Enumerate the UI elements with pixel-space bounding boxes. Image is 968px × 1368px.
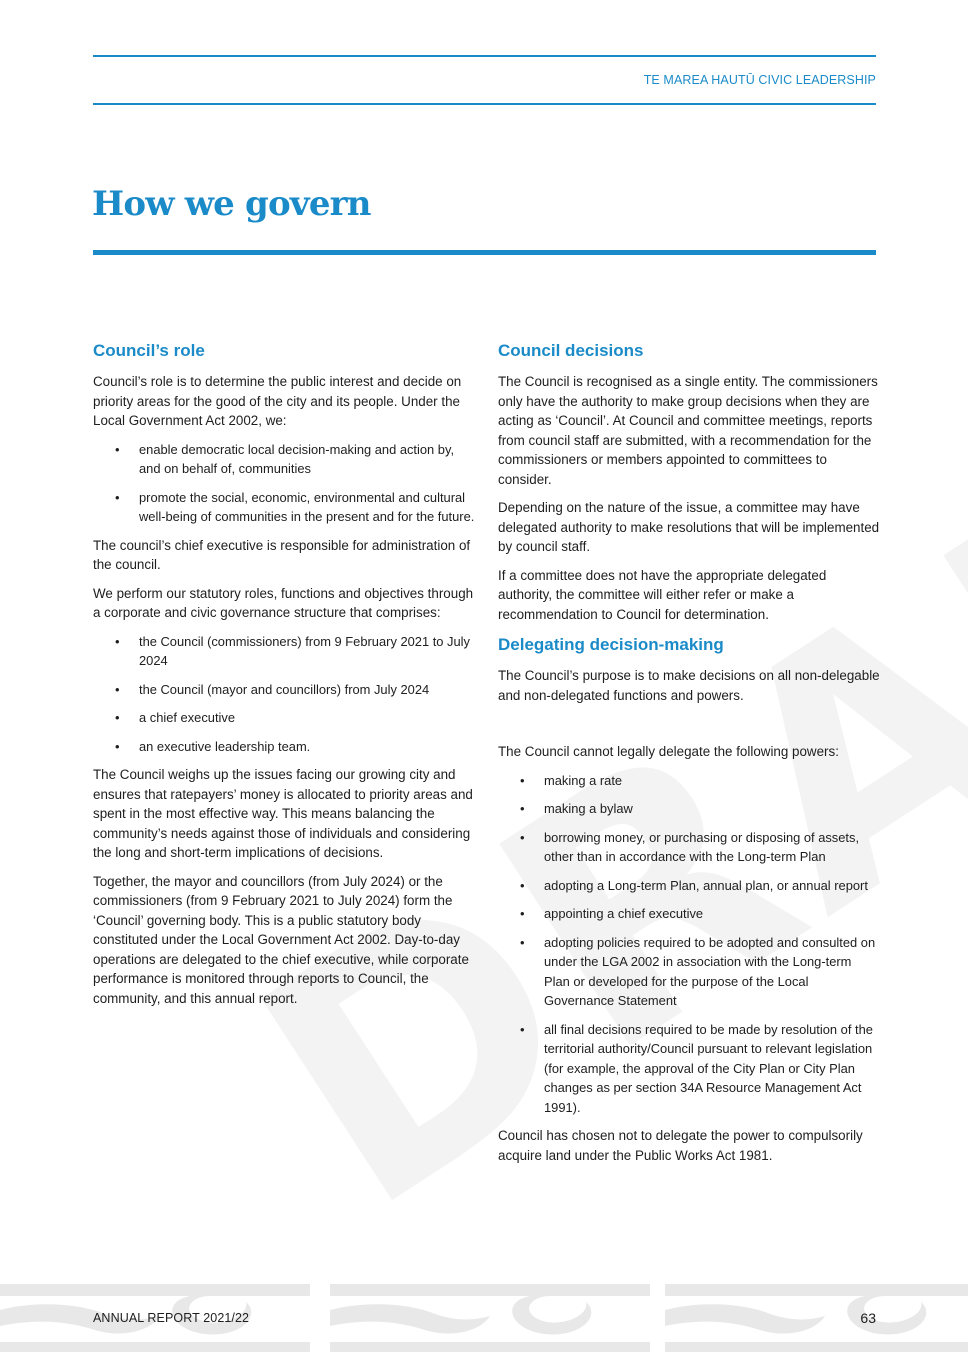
page-title: How we govern <box>92 184 371 224</box>
footer-report-label: ANNUAL REPORT 2021/22 <box>93 1311 250 1325</box>
right-column <box>498 339 880 1174</box>
paragraph: Depending on the nature of the issue, a committee may have delegated authority to make resolutions that will be implemented by council staff. <box>498 500 880 554</box>
bullet-list <box>498 771 880 1118</box>
section-label: TE MAREA HAUTŪ CIVIC LEADERSHIP <box>643 73 876 87</box>
list-item: • an executive leadership team. <box>93 737 478 757</box>
paragraph: We perform our statutory roles, functions and objectives through a corporate and civic governance structure that comprises: <box>93 585 474 620</box>
list-item: • appointing a chief executive <box>498 904 880 924</box>
list-item: • all final decisions required to be made by resolution of the territorial authority/Council pursuant to relevant legislation (for example, the approval of the City Plan or City Plan changes as per section 34A Resource Management Act 1991). <box>498 1020 880 1118</box>
list-item: • adopting a Long-term Plan, annual plan, or annual report <box>498 876 880 896</box>
left-column <box>93 339 478 1017</box>
paragraph: The Council’s purpose is to make decisions on all non-delegable and non-delegated functions and powers. <box>498 668 880 703</box>
list-item: • the Council (commissioners) from 9 February 2021 to July 2024 <box>93 632 478 671</box>
list-item: • enable democratic local decision-making and action by, and on behalf of, communities <box>93 440 478 479</box>
paragraph: The Council is recognised as a single entity. The commissioners only have the authority to make group decisions when they are acting as ‘Council’. At Council and committee meetings, reports from council staff are submitted, with a recommendation for the commissioners or members appointed to committees to consider. <box>498 374 878 487</box>
council-decisions-heading: Council decisions <box>498 341 644 360</box>
paragraph: Together, the mayor and councillors (from July 2024) or the commissioners (from 9 February 2021 to July 2024) form the ‘Council’ governing body. This is a public statutory body constituted under the Local Government Act 2002. Day-to-day operations are delegated to the chief executive, while corporate performance is monitored through reports to Council, the community, and this annual report. <box>93 873 469 1006</box>
bullet-list <box>93 632 478 757</box>
page-number: 63 <box>860 1310 876 1326</box>
list-item: • promote the social, economic, environmental and cultural well-being of communities in the present and for the future. <box>93 488 478 527</box>
paragraph: The Council weighs up the issues facing our growing city and ensures that ratepayers’ money is allocated to priority areas and spent in the most effective way. This means balancing the community’s needs against those of individuals and considering the long and short-term implications of decisions. <box>93 767 473 860</box>
bullet-list <box>93 440 478 527</box>
header-bottom-rule <box>93 103 876 105</box>
paragraph: The council’s chief executive is responsible for administration of the council. <box>93 537 471 572</box>
spacer <box>498 714 880 742</box>
councils-role-heading: Council’s role <box>93 341 205 360</box>
list-item: • a chief executive <box>93 708 478 728</box>
header-top-rule <box>93 55 876 57</box>
paragraph: Council has chosen not to delegate the power to compulsorily acquire land under the Public Works Act 1981. <box>498 1128 863 1163</box>
list-item: • making a bylaw <box>498 799 880 819</box>
paragraph: Council’s role is to determine the public interest and decide on priority areas for the good of the city and its people. Under the Local Government Act 2002, we: <box>93 374 462 428</box>
list-item: • borrowing money, or purchasing or disposing of assets, other than in accordance with the Long-term Plan <box>498 828 880 867</box>
paragraph: If a committee does not have the appropriate delegated authority, the committee will either refer or make a recommendation to Council for determination. <box>498 567 827 622</box>
list-item: • making a rate <box>498 771 880 791</box>
list-item: • the Council (mayor and councillors) from July 2024 <box>93 680 478 700</box>
paragraph: The Council cannot legally delegate the following powers: <box>498 744 839 759</box>
title-rule <box>93 250 876 255</box>
list-item: • adopting policies required to be adopted and consulted on under the LGA 2002 in association with the Long-term Plan or developed for the purpose of the Local Governance Statement <box>498 933 880 1011</box>
delegating-heading: Delegating decision-making <box>498 635 724 654</box>
